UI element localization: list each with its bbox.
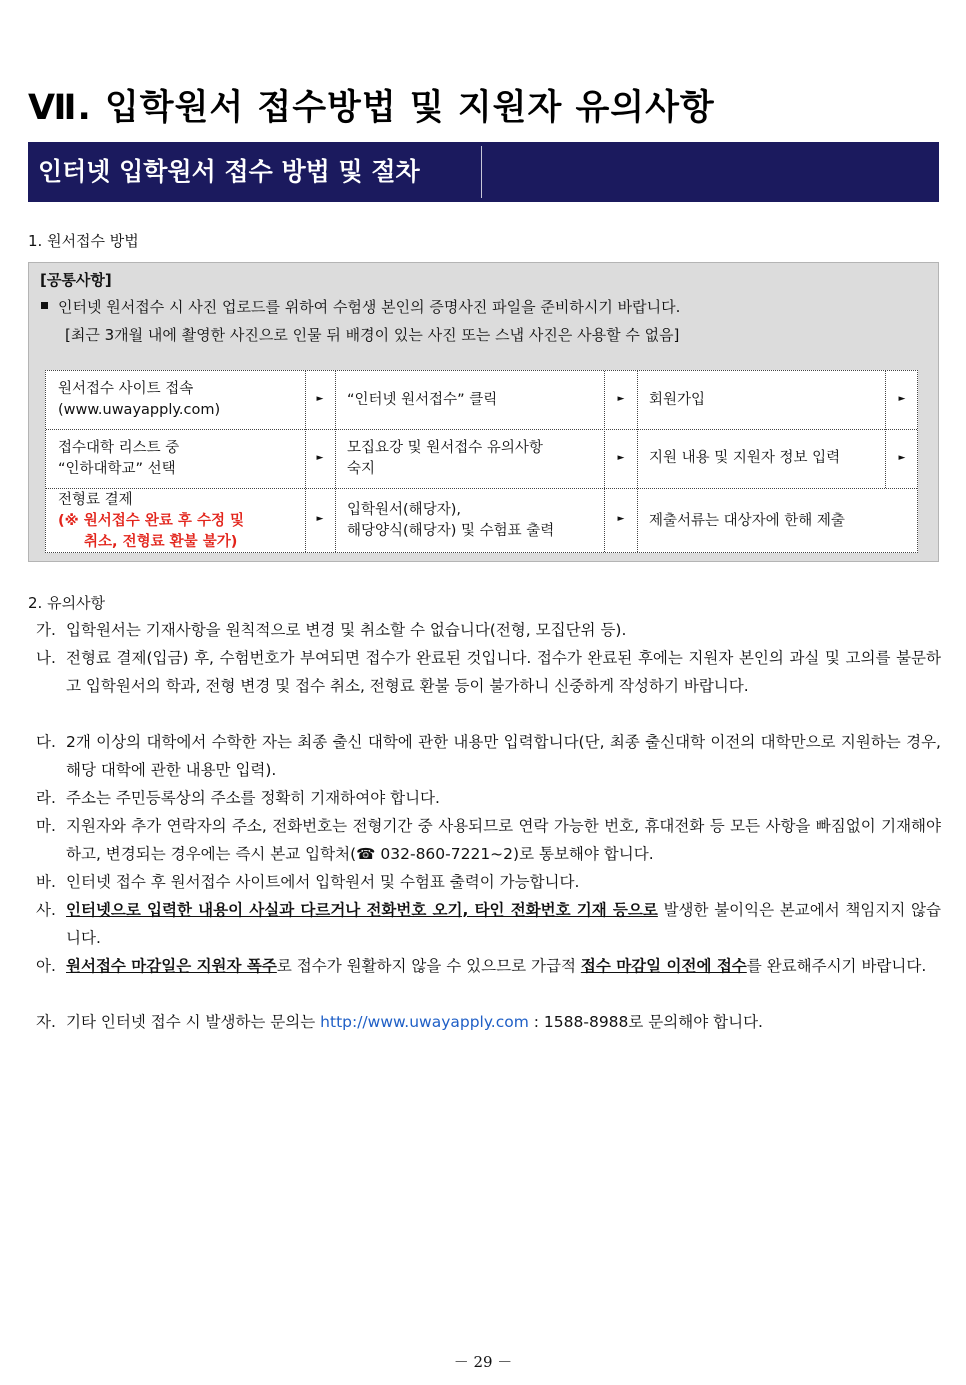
flow-divider (604, 371, 605, 552)
common-line-2: [최근 3개월 내에 촬영한 사진으로 인물 뒤 배경이 있는 사진 또는 스냅 사진은 사용할 수 없음] (65, 326, 680, 344)
flow-step-text: (www.uwayapply.com) (58, 402, 221, 418)
banner-title: 인터넷 입학원서 접수 방법 및 절차 (38, 157, 420, 186)
item-marker: 라. (36, 789, 56, 807)
banner-divider (481, 146, 482, 198)
item-marker: 자. (36, 1013, 56, 1031)
item-marker: 아. (36, 957, 56, 975)
flow-step-signup (637, 371, 885, 429)
item-text (66, 896, 941, 952)
item-text: 전형료 결제(입금) 후, 수험번호가 부여되면 접수가 완료된 것입니다. 접수가 완료된 후에는 지원자 본인의 과실 및 고의를 불문하고 입학원서의 학과, 전형 변경 및 접수 취소, 전형료 환불 등이 불가하니 신중하게 작성하기 바랍니다. (66, 649, 941, 695)
page-title: Ⅶ. 입학원서 접수방법 및 지원자 유의사항 (28, 88, 715, 128)
item-marker: 다. (36, 733, 56, 751)
arrow-right-icon: ► (617, 394, 625, 404)
arrow-right-icon: ► (316, 394, 324, 404)
flow-step-text: 모집요강 및 원서접수 유의사항 (347, 439, 543, 456)
flow-step-select-university (46, 429, 305, 488)
flow-step-click-apply (335, 371, 604, 429)
item-text (66, 1008, 941, 1036)
common-line-1-text: 인터넷 원서접수 시 사진 업로드를 위하여 수험생 본인의 증명사진 파일을 준비하시기 바랍니다. (58, 298, 681, 316)
flow-step-text: 전형료 결제 (58, 491, 133, 508)
arrow-right-icon: ► (898, 394, 906, 404)
flow-step-text: “인터넷 원서접수” 클릭 (347, 391, 498, 408)
flow-step-text: 접수대학 리스트 중 (58, 439, 180, 456)
emphasis-text: 접수 마감일 이전에 접수 (580, 957, 747, 975)
flow-step-submit-docs (637, 488, 919, 554)
common-label: [공통사항] (40, 271, 112, 289)
notice-item-a (36, 952, 941, 980)
payment-warning-text: (※ 원서접수 완료 후 수정 및 (58, 512, 245, 529)
common-line-1 (41, 296, 680, 317)
notice-item-ja (36, 1008, 941, 1036)
flow-divider (305, 371, 306, 552)
flow-step-text: 숙지 (347, 460, 376, 477)
item-text-pre: 기타 인터넷 접수 시 발생하는 문의는 (66, 1013, 321, 1031)
notice-item-da (36, 728, 941, 784)
item-marker: 가. (36, 621, 56, 639)
arrow-right-icon: ► (617, 453, 625, 463)
flow-step-read-guide (335, 429, 604, 488)
arrow-right-icon: ► (316, 514, 324, 524)
notice-item-na (36, 644, 941, 700)
flow-step-payment (46, 488, 305, 554)
notice-item-ga (36, 616, 941, 644)
common-notice-box (28, 262, 939, 562)
flow-step-text: 회원가입 (649, 391, 706, 408)
item-marker: 사. (36, 901, 56, 919)
item-text-rest: : 1588-8988로 문의해야 합니다. (528, 1013, 763, 1031)
flow-step-site-access (46, 371, 305, 429)
payment-warning-text: 취소, 전형료 환불 불가) (84, 533, 238, 550)
flow-step-text: 제출서류는 대상자에 한해 제출 (649, 512, 845, 529)
item-marker: 나. (36, 649, 56, 667)
flow-step-text: 지원 내용 및 지원자 정보 입력 (649, 450, 841, 466)
emphasis-text: 원서접수 마감일은 지원자 폭주 (66, 957, 277, 975)
uwayapply-link[interactable]: http://www.uwayapply.com (320, 1013, 529, 1031)
arrow-right-icon: ► (316, 453, 324, 463)
arrow-right-icon: ► (617, 514, 625, 524)
notice-item-sa (36, 896, 941, 952)
flow-step-text: 해당양식(해당자) 및 수험표 출력 (347, 523, 555, 539)
item-text: 입학원서는 기재사항을 원칙적으로 변경 및 취소할 수 없습니다(전형, 모집단위 등). (66, 621, 627, 639)
flow-step-text: 입학원서(해당자), (347, 502, 461, 518)
notice-item-ma (36, 812, 941, 868)
square-bullet-icon (41, 302, 48, 309)
flow-step-text: 원서접수 사이트 접속 (58, 381, 194, 397)
application-flow-table (45, 370, 918, 553)
page-number: － 29 － (453, 1353, 513, 1371)
item-marker: 바. (36, 873, 56, 891)
notice-item-ba (36, 868, 941, 896)
flow-step-print (335, 488, 604, 554)
section-banner (28, 142, 939, 202)
item-text: 인터넷 접수 후 원서접수 사이트에서 입학원서 및 수험표 출력이 가능합니다. (66, 873, 580, 891)
item-text-mid: 로 접수가 원활하지 않을 수 있으므로 가급적 (276, 957, 581, 975)
flow-step-enter-info (637, 429, 885, 488)
section1-heading: 1. 원서접수 방법 (28, 232, 139, 250)
item-text-rest: 를 완료해주시기 바랍니다. (746, 957, 927, 975)
item-marker: 마. (36, 817, 56, 835)
item-text: 2개 이상의 대학에서 수학한 자는 최종 출신 대학에 관한 내용만 입력합니다(단, 최종 출신대학 이전의 대학만으로 지원하는 경우, 해당 대학에 관한 내용만 입력). (66, 733, 941, 779)
emphasis-text: 인터넷으로 입력한 내용이 사실과 다르거나 전화번호 오기, 타인 전화번호 기재 등으로 (66, 901, 658, 919)
notice-item-ra (36, 784, 941, 812)
item-text: 주소는 주민등록상의 주소를 정확히 기재하여야 합니다. (66, 789, 440, 807)
item-text (66, 952, 941, 980)
item-text: 지원자와 추가 연락자의 주소, 전화번호는 전형기간 중 사용되므로 연락 가능한 번호, 휴대전화 등 모든 사항을 빠짐없이 기재해야 하고, 변경되는 경우에는 즉시 본교 입학처(☎ 032-860-7221~2)로 통보해야 합니다. (66, 817, 941, 863)
item-text-rest: 발생한 불이익은 본교에서 책임지지 않습니다. (66, 901, 941, 947)
flow-step-text: “인하대학교” 선택 (58, 460, 176, 477)
arrow-right-icon: ► (898, 453, 906, 463)
section2-heading: 2. 유의사항 (28, 594, 106, 612)
